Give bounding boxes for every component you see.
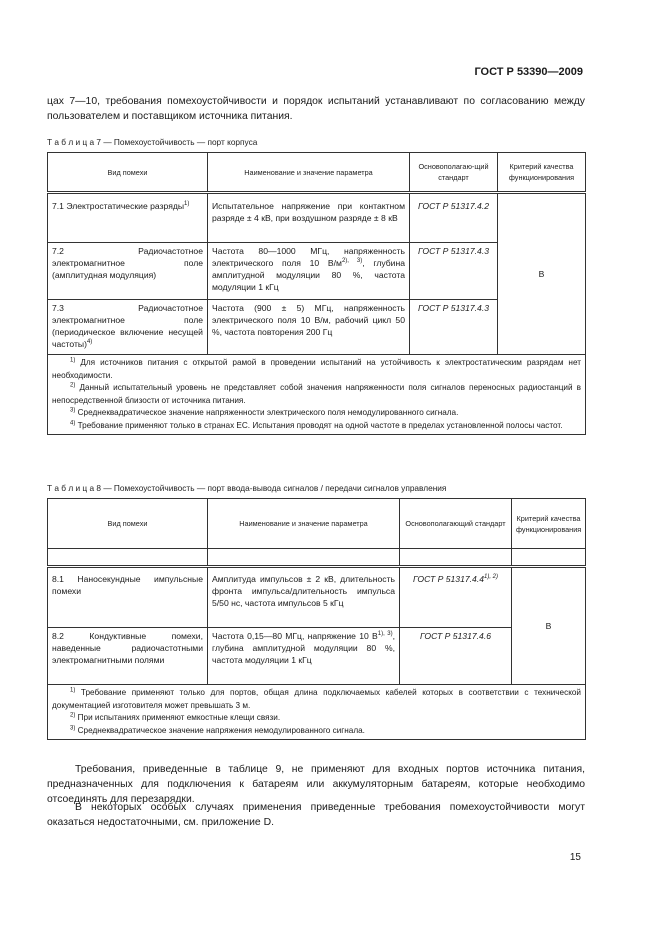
- paragraph-annex-d: В некоторых особых случаях применения приведенные требования помехоустойчивости могут оказаться недостаточными, см. приложение D.: [47, 802, 585, 828]
- table8-notes: [48, 685, 586, 740]
- table7-note-4: $^{4)}$ Требование применяют только в странах ЕС. Испытания проводят на одной частоте в пределах установленной полосы частот.: [70, 419, 563, 430]
- table7-header-row: [48, 153, 586, 193]
- paragraph-table9: Требования, приведенные в таблице 9, не применяют для входных портов источника питания, предназначенных для подключения к батареям или аккумуляторным батареям, которые необходимо отсоединять для перезарядки.: [47, 764, 585, 805]
- table-row: [48, 567, 586, 628]
- table7-notes-row: [48, 355, 586, 435]
- table8-header-param: Наименование и значение параметра: [208, 499, 400, 549]
- table7-header-criterion: Критерий качества функционирования: [498, 153, 586, 193]
- document-code: ГОСТ Р 53390—2009: [474, 66, 583, 78]
- table8-header-row: [48, 499, 586, 549]
- table8-row2-type: 8.2 Кондуктивные помехи, наведенные радиочастотными электромагнитными полями: [48, 628, 208, 685]
- table7-row1-standard: ГОСТ Р 51317.4.2: [410, 193, 498, 243]
- table7-row3-standard: ГОСТ Р 51317.4.3: [410, 300, 498, 355]
- table7-notes: [48, 355, 586, 435]
- table-row: [48, 193, 586, 243]
- table-row: [48, 628, 586, 685]
- table7-header-standard: Основополагаю-щий стандарт: [410, 153, 498, 193]
- table8-row1-type: 8.1 Наносекундные импульсные помехи: [48, 567, 208, 628]
- table8-note-1: $^{1)}$ Требование применяют только для портов, общая длина подключаемых кабелей которых в соответствии с технической документацией изготовителя может превышать 3 м.: [52, 687, 581, 710]
- table7-note-1: $^{1)}$ Для источников питания с открытой рамой в проведении испытаний на устойчивость к электростатическим разрядам нет необходимости.: [52, 357, 581, 380]
- table7-header-param: Наименование и значение параметра: [208, 153, 410, 193]
- table7-row1-param: Испытательное напряжение при контактном разряде ± 4 кВ, при воздушном разряде ± 8 кВ: [208, 193, 410, 243]
- table8-spacer-cell: [512, 549, 586, 567]
- table8-header-criterion: Критерий качества функционирования: [512, 499, 586, 549]
- table8-row1-standard: ГОСТ Р $51317.4.4^{1), 2)}$: [400, 567, 512, 628]
- table8-row2-param: Частота 0,15—80 МГц, напряжение 10 $В^{1), 3)}$, глубина амплитудной модуляции 80 %, частота модуляции 1 кГц: [208, 628, 400, 685]
- table7-row3-type: 7.3 Радиочастотное электромагнитное поле (периодическое включение несущей частоты)$^{4)}$: [48, 300, 208, 355]
- table7-criterion-cell: В: [498, 193, 586, 355]
- table8-criterion-cell: В: [512, 567, 586, 685]
- intro-paragraph: цах 7—10, требования помехоустойчивости и порядок испытаний устанавливают по согласованию между пользователем и поставщиком источника питания.: [47, 96, 585, 122]
- table8-caption: Т а б л и ц а 8 — Помехоустойчивость — порт ввода-вывода сигналов / передачи сигналов управления: [47, 483, 447, 493]
- table8-row1-param: Амплитуда импульсов ± 2 кВ, длительность фронта импульса/длительность импульса 5/50 нс, частота импульсов 5 кГц: [208, 567, 400, 628]
- table-8: [47, 498, 586, 740]
- table-7: [47, 152, 586, 435]
- table8-header-standard: Основополагающий стандарт: [400, 499, 512, 549]
- table8-note-3: $^{3)}$ Среднеквадратическое значение напряжения немодулированного сигнала.: [70, 724, 365, 735]
- table7-row1-type: 7.1 Электростатические разряды$^{1)}$: [48, 193, 208, 243]
- table8-spacer-cell: [208, 549, 400, 567]
- page-number: 15: [569, 852, 581, 863]
- table7-note-2: $^{2)}$ Данный испытательный уровень не представляет собой значения напряженности поля сигналов переносных радиостанций в непосредственной близости от источника питания.: [52, 382, 581, 405]
- table7-caption: Т а б л и ц а 7 — Помехоустойчивость — порт корпуса: [47, 137, 258, 147]
- table7-row2-param: Частота 80—1000 МГц, напряженность электрического поля 10 $В/м^{2), 3)}$, глубина амплитудной модуляции 80 %, частота модуляции 1 кГц: [208, 243, 410, 300]
- table7-header-type: Вид помехи: [48, 153, 208, 193]
- table7-row2-standard: ГОСТ Р 51317.4.3: [410, 243, 498, 300]
- table8-row2-standard: ГОСТ Р 51317.4.6: [400, 628, 512, 685]
- table8-spacer-cell: [400, 549, 512, 567]
- table7-note-3: $^{3)}$ Среднеквадратическое значение напряженности электрического поля немодулированного сигнала.: [70, 407, 459, 417]
- table7-row2-type: 7.2 Радиочастотное электромагнитное поле (амплитудная модуляция): [48, 243, 208, 300]
- table8-spacer-cell: [48, 549, 208, 567]
- table8-note-2: $^{2)}$ При испытаниях применяют емкостные клещи связи.: [70, 712, 281, 722]
- table8-notes-row: [48, 685, 586, 740]
- table7-row3-param: Частота (900 ± 5) МГц, напряженность электрического поля 10 В/м, рабочий цикл 50 %, частота повторения 200 Гц: [208, 300, 410, 355]
- table8-header-type: Вид помехи: [48, 499, 208, 549]
- table8-spacer-row: [48, 549, 586, 567]
